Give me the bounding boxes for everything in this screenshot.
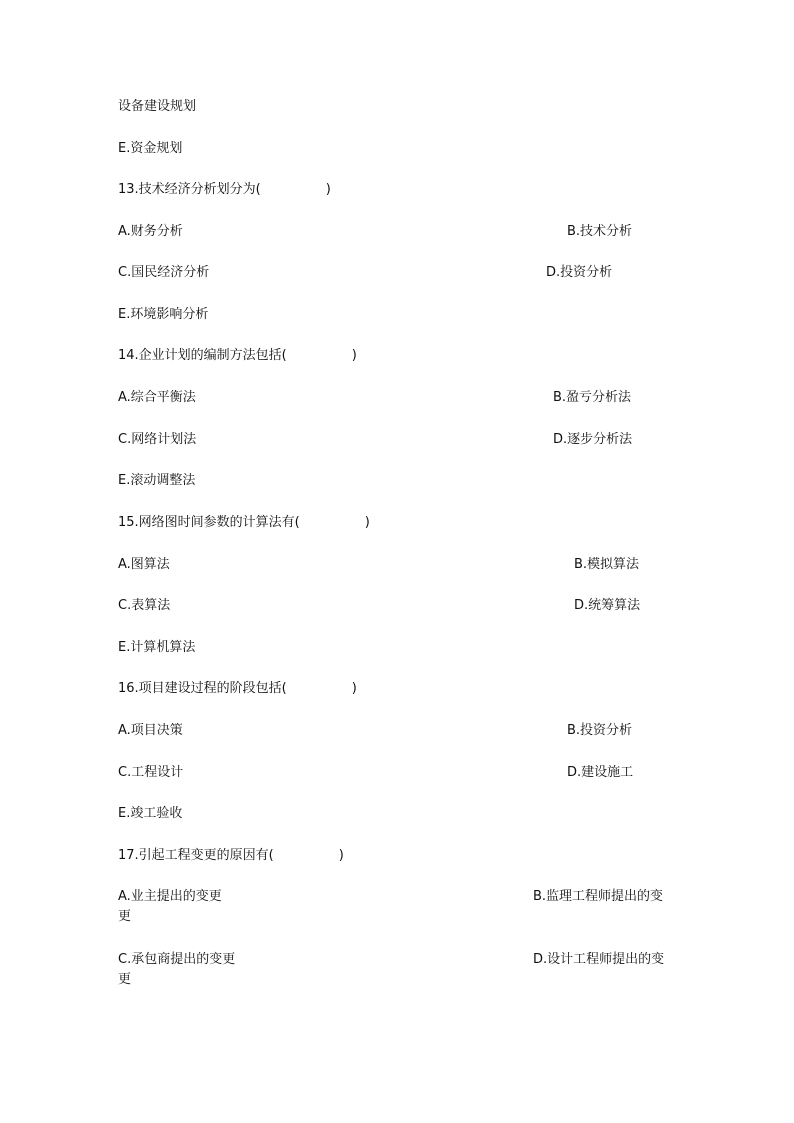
continued-line: 设备建设规划: [118, 99, 197, 114]
question-17-option-b: B.监理工程师提出的变: [533, 889, 664, 904]
question-14-option-d: D.逐步分析法: [553, 432, 633, 447]
question-16-option-a: A.项目决策: [118, 723, 183, 738]
question-15-option-b: B.模拟算法: [574, 557, 640, 572]
question-14-option-e: E.滚动调整法: [118, 473, 196, 488]
question-15-stem: 15.网络图时间参数的计算法有( ): [118, 515, 370, 530]
question-17-option-d: D.设计工程师提出的变: [533, 952, 665, 967]
question-13-option-b: B.技术分析: [567, 224, 633, 239]
question-17-option-c: C.承包商提出的变更: [118, 952, 236, 967]
question-16-stem: 16.项目建设过程的阶段包括( ): [118, 681, 357, 696]
question-13-option-a: A.财务分析: [118, 224, 183, 239]
question-16-option-d: D.建设施工: [567, 765, 634, 780]
question-14-option-b: B.盈亏分析法: [553, 390, 632, 405]
question-13-option-c: C.国民经济分析: [118, 265, 210, 280]
question-14-stem: 14.企业计划的编制方法包括( ): [118, 348, 357, 363]
question-15-option-e: E.计算机算法: [118, 640, 196, 655]
question-17-option-d-wrap: 更: [118, 972, 132, 987]
question-15-option-a: A.图算法: [118, 557, 170, 572]
question-16-option-c: C.工程设计: [118, 765, 184, 780]
question-14-option-c: C.网络计划法: [118, 432, 197, 447]
question-17-stem: 17.引起工程变更的原因有( ): [118, 848, 344, 863]
question-16-option-e: E.竣工验收: [118, 806, 183, 821]
question-17-option-a: A.业主提出的变更: [118, 889, 222, 904]
question-15-option-d: D.统筹算法: [574, 598, 641, 613]
question-16-option-b: B.投资分析: [567, 723, 633, 738]
question-15-option-c: C.表算法: [118, 598, 171, 613]
continued-option-e: E.资金规划: [118, 141, 183, 156]
question-17-option-b-wrap: 更: [118, 909, 132, 924]
question-14-option-a: A.综合平衡法: [118, 390, 196, 405]
question-13-option-d: D.投资分析: [546, 265, 613, 280]
question-13-option-e: E.环境影响分析: [118, 307, 209, 322]
question-13-stem: 13.技术经济分析划分为( ): [118, 182, 331, 197]
